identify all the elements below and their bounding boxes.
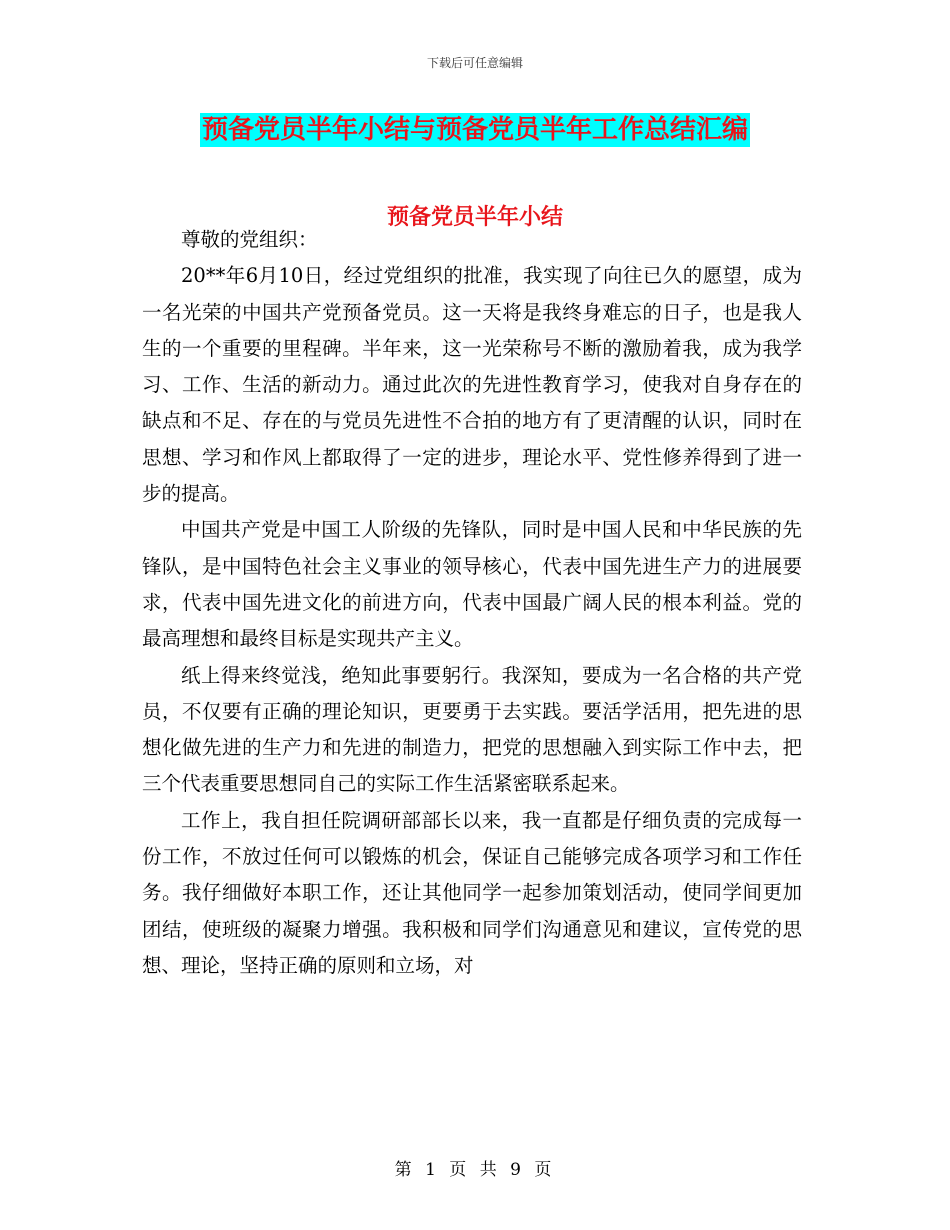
paragraph-2: 中国共产党是中国工人阶级的先锋队，同时是中国人民和中华民族的先锋队，是中国特色社会主义事业的领导核心，代表中国先进生产力的进展要求，代表中国先进文化的前进方向，代表中国最广阔人民的根本利益。党的最高理想和最终目标是实现共产主义。 <box>142 518 802 651</box>
paragraph-4: 工作上，我自担任院调研部部长以来，我一直都是仔细负责的完成每一份工作，不放过任何可以锻炼的机会，保证自己能够完成各项学习和工作任务。我仔细做好本职工作，还让其他同学一起参加策划活动，使同学间更加团结，使班级的凝聚力增强。我积极和同学们沟通意见和建议，宣传党的思想、理论，坚持正确的原则和立场，对 <box>142 808 802 977</box>
salutation: 尊敬的党组织： <box>181 228 318 251</box>
document-title: 预备党员半年小结与预备党员半年工作总结汇编 <box>201 115 748 145</box>
paragraph-3: 纸上得来终觉浅，绝知此事要躬行。我深知，要成为一名合格的共产党员，不仅要有正确的理论知识，更要勇于去实践。要活学活用，把先进的思想化做先进的生产力和先进的制造力，把党的思想融入到实际工作中去，把三个代表重要思想同自己的实际工作生活紧密联系起来。 <box>142 663 802 796</box>
paragraph-1: 20**年6月10日，经过党组织的批准，我实现了向往已久的愿望，成为一名光荣的中国共产党预备党员。这一天将是我终身难忘的日子，也是我人生的一个重要的里程碑。半年来，这一光荣称号不断的激励着我，成为我学习、工作、生活的新动力。通过此次的先进性教育学习，使我对自身存在的缺点和不足、存在的与党员先进性不合拍的地方有了更清醒的认识，同时在思想、学习和作风上都取得了一定的进步，理论水平、党性修养得到了进一步的提高。 <box>142 264 802 506</box>
header-note: 下载后可任意编辑 <box>426 56 523 70</box>
document-title-wrapper <box>0 113 950 147</box>
page-number: 第 1 页 共 9 页 <box>394 1160 556 1180</box>
section-title: 预备党员半年小结 <box>386 204 563 230</box>
document-body <box>142 222 802 984</box>
